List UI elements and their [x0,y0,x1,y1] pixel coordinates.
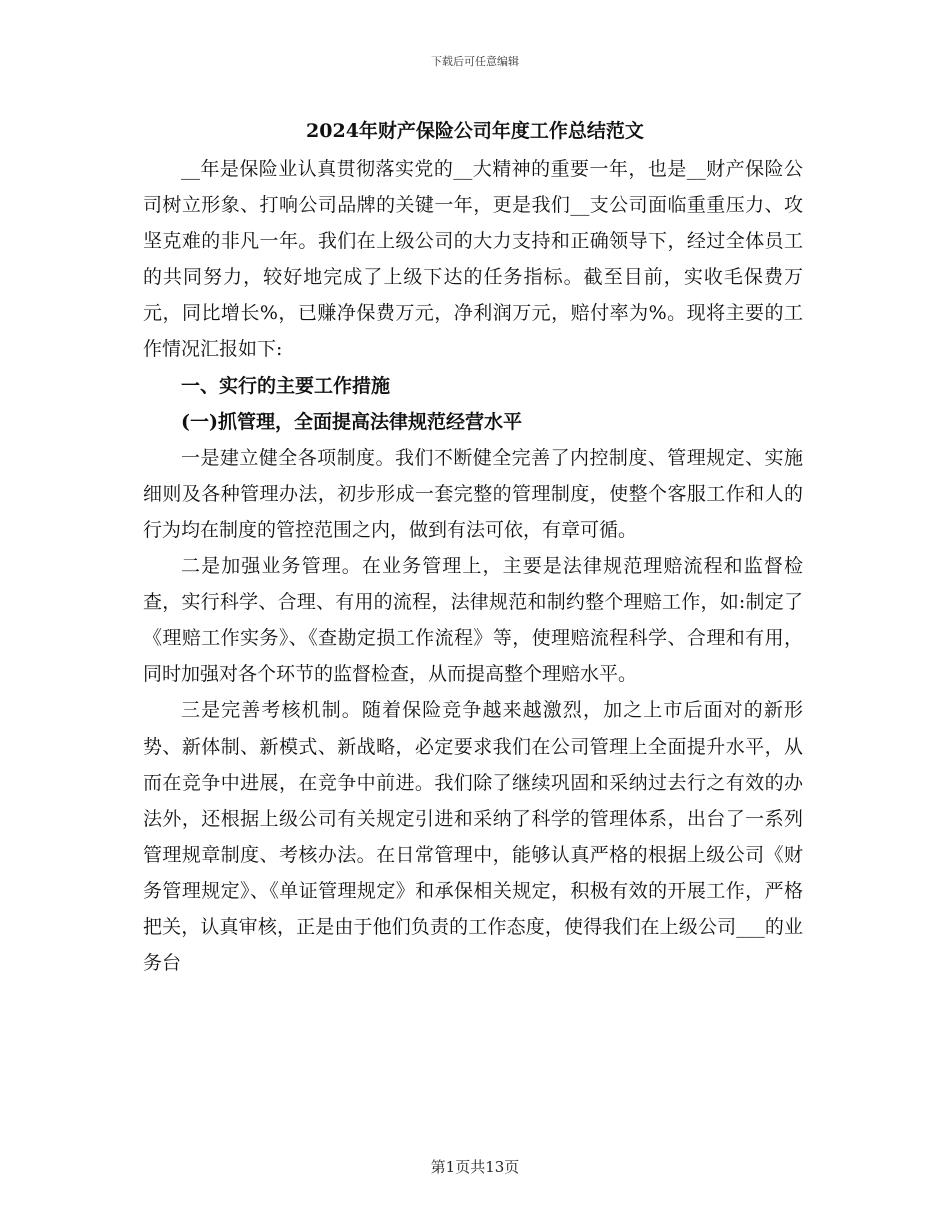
paragraph-institution: 一是建立健全各项制度。我们不断健全完善了内控制度、管理规定、实施细则及各种管理办法，初步形成一套完整的管理制度，使整个客服工作和人的行为均在制度的管控范围之内，做到有法可依，有章可循。 [143,446,803,541]
subsection-heading-1: (一)抓管理，全面提高法律规范经营水平 [181,410,522,433]
page-footer: 第1页共13页 [430,1158,520,1176]
section-heading-1: 一、实行的主要工作措施 [181,374,391,397]
intro-paragraph: __年是保险业认真贯彻落实党的__大精神的重要一年，也是__财产保险公司树立形象、打响公司品牌的关键一年，更是我们__支公司面临重重压力、攻坚克难的非凡一年。我们在上级公司的大力支持和正确领导下，经过全体员工的共同努力，较好地完成了上级下达的任务指标。截至目前，实收毛保费万元，同比增长%，已赚净保费万元，净利润万元，赔付率为%。现将主要的工作情况汇报如下: [143,158,803,361]
paragraph-assessment: 三是完善考核机制。随着保险竞争越来越激烈，加之上市后面对的新形势、新体制、新模式、新战略，必定要求我们在公司管理上全面提升水平，从而在竞争中进展，在竞争中前进。我们除了继续巩固和采纳过去行之有效的办法外，还根据上级公司有关规定引进和采纳了科学的管理体系，出台了一系列管理规章制度、考核办法。在日常管理中，能够认真严格的根据上级公司《财务管理规定》、《单证管理规定》和承保相关规定，积极有效的开展工作，严格把关，认真审核，正是由于他们负责的工作态度，使得我们在上级公司___的业务台 [143,699,803,975]
paragraph-business-management: 二是加强业务管理。在业务管理上，主要是法律规范理赔流程和监督检查，实行科学、合理、有用的流程，法律规范和制约整个理赔工作，如:制定了《理赔工作实务》、《查勘定损工作流程》等，使理赔流程科学、合理和有用，同时加强对各个环节的监督检查，从而提高整个理赔水平。 [143,555,803,686]
document-body [143,151,803,981]
header-note: 下载后可任意编辑 [431,55,519,68]
document-title: 2024年财产保险公司年度工作总结范文 [306,120,644,142]
